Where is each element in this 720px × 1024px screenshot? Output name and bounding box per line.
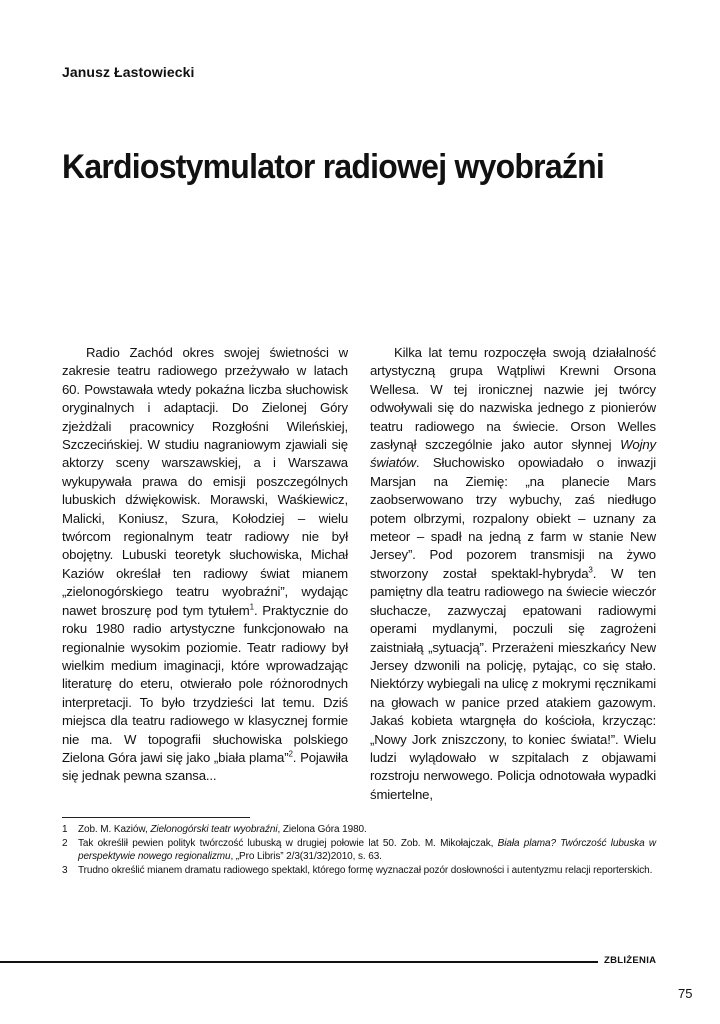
footnote-number: 3 xyxy=(62,864,68,876)
text-run: Radio Zachód okres swojej świetności w zakresie teatru radiowego przeżywało w latach 60. Powstawała wtedy pokaźna liczba słuchowisk oryginalnych i adaptacji. Do Zielonej Góry zjeżdżali pracownicy Rozgłośni Wileńskiej, Szczecińskiej. W studiu nagraniowym zjawiali się aktorzy sceny warszawskiej, a i Warszawa wykupywała prawa do emisji poszczególnych lubuskich dźwiękowisk. Morawski, Waśkiewicz, Malicki, Koniusz, Szura, Kołodziej – wielu twórcom regionalnym teatr radiowy nie był obojętny. Lubuski teoretyk słuchowiska, Michał Kaziów określał ten radiowy świat mianem „zielonogórskiego teatru wyobraźni”, wydając nawet broszurę pod tym tytułem xyxy=(62,345,348,618)
text-run: . Pojawiła się jednak pewna szansa... xyxy=(62,749,348,784)
footnote-text: Trudno określić mianem dramatu radiowego spektakl, którego formę wyznaczał pozór dosłowności i autentyzmu relacji reporterskich. xyxy=(78,864,653,876)
italic-title: Wojny światów xyxy=(370,437,656,471)
paragraph xyxy=(62,344,348,786)
footnote-ref: 2 xyxy=(288,749,293,759)
paragraph xyxy=(370,344,656,804)
page-number: 75 xyxy=(678,986,693,1001)
text-run: . W ten pamiętny dla teatru radiowego na świecie wieczór słuchacze, zazwyczaj epatowani radiowymi operami mydlanymi, poczuli się zagrożeni zaistniałą „sytuacją”. Przerażeni mieszkańcy New Jersey dzwonili na policję, pytając, co się stało. Niektórzy wybiegali na ulicę z mokrymi ręcznikami na głowach w panice przed atakiem gazowym. Jakaś kobieta wtargnęła do kościoła, krzycząc: „Nowy Jork zniszczony, to koniec świata!”. Wielu ludzi wylądowało w szpitalach z objawami rozstroju nerwowego. Policja odnotowała wypadki śmiertelne, xyxy=(370,565,656,802)
text-run: , Zielona Góra 1980. xyxy=(277,824,367,835)
footnote-2 xyxy=(62,837,656,864)
footnote-number: 2 xyxy=(62,837,68,849)
footnote-text xyxy=(78,823,656,837)
footnote-number: 1 xyxy=(62,824,68,835)
body-column-left xyxy=(62,344,348,786)
footer-rule xyxy=(0,961,598,963)
footnotes xyxy=(62,823,656,877)
footnote-3 xyxy=(62,864,656,878)
text-run: . Praktycznie do roku 1980 radio artystyczne funkcjonowało na regionalnie wysokim poziomie. Teatr radiowy był wielkim medium imaginacji, które wprowadzając literaturę do eteru, otwierało pole różnorodnych interpretacji. To było trzydzieści lat temu. Dziś miejsca dla teatru radiowego w klasycznej formie nie ma. W topografii słuchowiska polskiego Zielona Góra jawi się jako „biała plama” xyxy=(62,602,349,765)
text-run: Kilka lat temu rozpoczęła swoją działalność artystyczną grupa Wątpliwi Krewni Orsona Wellesa. W tej ironicznej nazwie jej twórcy odwoływali się do nazwiska jednego z pionierów teatru radiowego na świecie. Orson Welles zasłynął szczególnie jako autor słynnej xyxy=(370,345,656,453)
author-name: Janusz Łastowiecki xyxy=(62,64,195,80)
text-run: . Słuchowisko opowiadało o inwazji Marsjan na Ziemię: „na planecie Mars zaobserwowano trzy wybuchy, zaś niedługo potem olbrzymi, rozpalony obiekt – uznany za meteor – spadł na jedną z farm w stanie New Jersey”. Pod pozorem transmisji na żywo stworzony został spektakl-hybryda xyxy=(370,455,656,581)
footnote-divider xyxy=(62,817,250,818)
footnote-1 xyxy=(62,823,656,837)
italic-title: Biała plama? Twórczość lubuska w perspektywie nowego regionalizmu xyxy=(78,837,656,863)
text-run: , „Pro Libris” 2/3(31/32)2010, s. 63. xyxy=(230,851,382,863)
footnote-text xyxy=(78,837,656,864)
article-title: Kardiostymulator radiowej wyobraźni xyxy=(62,148,604,186)
section-label: ZBLIŻENIA xyxy=(604,955,657,966)
text-run: Tak określił pewien polityk twórczość lubuską w drugiej połowie lat 50. Zob. M. Mikołajczak, xyxy=(78,837,498,849)
italic-title: Zielonogórski teatr wyobraźni xyxy=(150,824,278,835)
footnote-ref: 3 xyxy=(588,565,593,575)
text-run: Zob. M. Kaziów, xyxy=(78,824,151,835)
footnote-ref: 1 xyxy=(249,602,254,612)
body-column-right xyxy=(370,344,656,804)
